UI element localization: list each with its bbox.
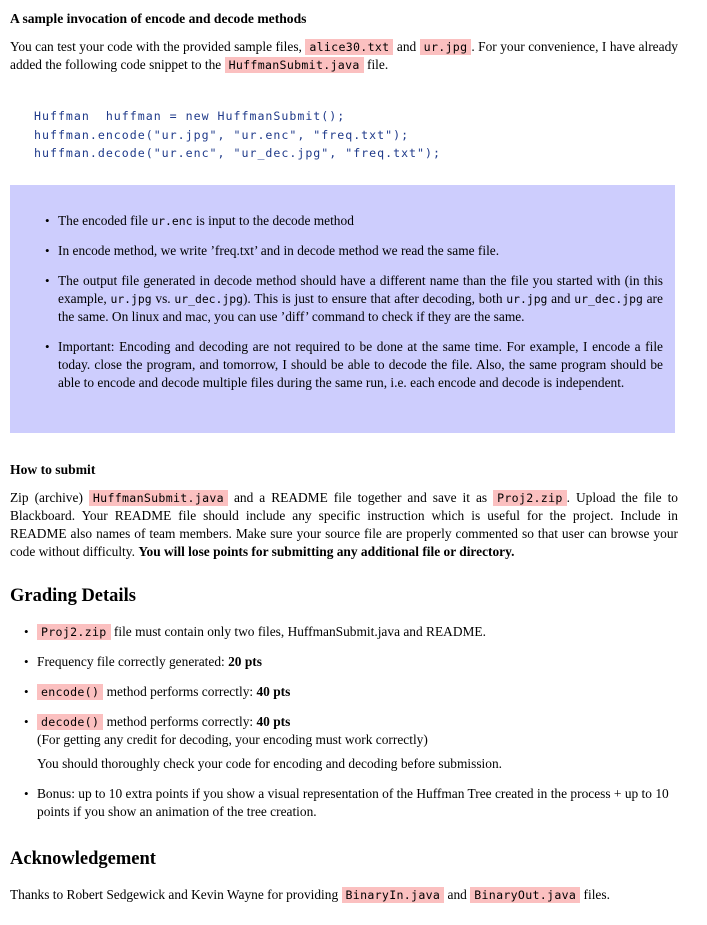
grading-code-encode: encode(): [37, 684, 103, 700]
bullet-icon: •: [24, 624, 29, 639]
note3-code-4: ur_dec.jpg: [574, 292, 643, 306]
submit-text-a: Zip (archive): [10, 490, 83, 505]
intro-text-a: You can test your code with the provided sample files,: [10, 39, 302, 54]
file-huffmansubmit-2: HuffmanSubmit.java: [89, 490, 228, 506]
file-huffmansubmit: HuffmanSubmit.java: [225, 57, 364, 73]
note1-code: ur.enc: [151, 214, 193, 228]
grading-pts-2: 20 pts: [228, 654, 262, 669]
notes-list: [45, 212, 663, 404]
sample-invocation-heading: A sample invocation of encode and decode methods: [10, 11, 307, 26]
ack-paragraph: [10, 886, 678, 904]
grading-pts-3: 40 pts: [256, 684, 291, 699]
intro-paragraph: [10, 38, 678, 74]
note1-text-b: is input to the decode method: [195, 213, 354, 228]
code-line-1: Huffman huffman = new HuffmanSubmit();: [34, 109, 346, 123]
note-item: [45, 242, 663, 260]
bullet-icon: •: [45, 213, 50, 228]
note2-text: In encode method, we write ’freq.txt’ and in decode method we read the same file.: [58, 243, 500, 258]
grading-note: (For getting any credit for decoding, your encoding must work correctly): [37, 732, 428, 747]
acknowledgement-heading: Acknowledgement: [10, 849, 156, 869]
notes-callout: [10, 185, 675, 433]
note3-code-2: ur_dec.jpg: [174, 292, 243, 306]
note3-text-a: The output file generated in decode method should have a different name than the file you started with (in this example,: [58, 273, 663, 306]
grading-heading: Grading Details: [10, 586, 136, 606]
bullet-icon: •: [45, 273, 50, 288]
grading-text-2: Frequency file correctly generated:: [37, 654, 225, 669]
grading-text-5: Bonus: up to 10 extra points if you show a visual representation of the Huffman Tree created in the process + up to 10 points if you show an animation of the tree creation.: [37, 786, 669, 819]
intro-text-b: and: [396, 39, 417, 54]
grading-note-2: You should thoroughly check your code for encoding and decoding before submission.: [37, 756, 502, 771]
file-proj2-zip: Proj2.zip: [493, 490, 567, 506]
grading-text-3: method performs correctly:: [106, 684, 254, 699]
submit-text-c: . Upload the file to Blackboard. Your README file should include any specific instruction which is useful for the project. Include in README also names of team members. Make sure your source file are properly commented so that user can browse your code without difficulty.: [10, 490, 678, 559]
code-line-2: huffman.encode("ur.jpg", "ur.enc", "freq.txt");: [34, 127, 410, 142]
grading-pts-4: 40 pts: [256, 714, 291, 729]
bullet-icon: •: [24, 714, 29, 729]
note-item: [45, 338, 663, 392]
ack-text-a: Thanks to Robert Sedgewick and Kevin Wayne for providing: [10, 887, 339, 902]
grading-item: [24, 623, 679, 641]
grading-item: [24, 785, 679, 821]
grading-text-1: file must contain only two files, HuffmanSubmit.java and README.: [113, 624, 486, 639]
grading-code-decode: decode(): [37, 714, 103, 730]
bullet-icon: •: [45, 339, 50, 354]
ack-text-c: files.: [583, 887, 610, 902]
note3-text-b: vs.: [155, 291, 171, 306]
note3-text-e: are the same. On linux and mac, you can use ’diff’ command to check if they are the same.: [58, 291, 663, 324]
submit-warning: You will lose points for submitting any additional file or directory.: [138, 544, 515, 559]
note3-text-d: and: [551, 291, 571, 306]
note-item: [45, 272, 663, 326]
bullet-icon: •: [24, 654, 29, 669]
intro-text-c: . For your convenience, I have already added the following code snippet to the: [10, 39, 678, 72]
note3-text-c: ). This is just to ensure that after decoding, both: [242, 291, 503, 306]
how-to-submit-heading: How to submit: [10, 462, 96, 477]
bullet-icon: •: [45, 243, 50, 258]
note3-code-1: ur.jpg: [110, 292, 152, 306]
bullet-icon: •: [24, 786, 29, 801]
file-alice30: alice30.txt: [305, 39, 393, 55]
code-snippet: [34, 107, 441, 163]
ack-text-b: and: [447, 887, 467, 902]
submit-paragraph: [10, 489, 678, 561]
submit-text-b: and a README file together and save it as: [233, 490, 488, 505]
file-binaryout: BinaryOut.java: [470, 887, 580, 903]
file-binaryin: BinaryIn.java: [342, 887, 445, 903]
bullet-icon: •: [24, 684, 29, 699]
file-ur-jpg: ur.jpg: [420, 39, 472, 55]
grading-item: [24, 713, 679, 773]
grading-item: [24, 653, 679, 671]
grading-item: [24, 683, 679, 701]
grading-code-proj2: Proj2.zip: [37, 624, 111, 640]
note-item: [45, 212, 663, 230]
note3-code-3: ur.jpg: [506, 292, 548, 306]
code-line-3: huffman.decode("ur.enc", "ur_dec.jpg", "freq.txt");: [34, 146, 441, 160]
grading-list: [24, 623, 679, 833]
grading-text-4: method performs correctly:: [106, 714, 254, 729]
intro-text-d: file.: [367, 57, 389, 72]
note4-text: Important: Encoding and decoding are not required to be done at the same time. For example, I encode a file today. close the program, and tomorrow, I should be able to decode the file. Also, the same program should be able to encode and decode multiple files during the same run, i.e. each encode and decode is independent.: [58, 339, 663, 390]
note1-text-a: The encoded file: [58, 213, 148, 228]
